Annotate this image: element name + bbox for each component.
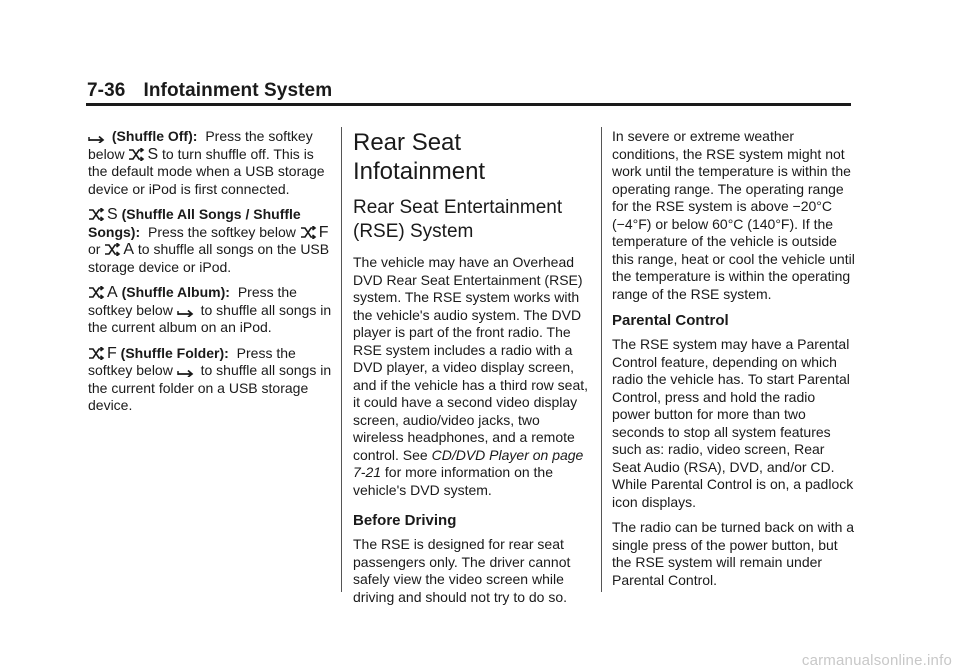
before-driving-paragraph: The RSE is designed for rear seat passengers only. The driver cannot safely view the video screen while driving and should not try to do so. xyxy=(353,536,571,605)
column-divider xyxy=(601,127,602,592)
column-operating-conditions xyxy=(612,128,857,597)
column-shuffle-options xyxy=(88,128,333,423)
subsection-heading: Rear Seat Entertainment (RSE) System xyxy=(353,197,563,242)
section-heading: Rear Seat Infotainment xyxy=(353,129,486,185)
parental-control-heading: Parental Control xyxy=(612,312,729,329)
shuffle-icon-letter: S xyxy=(147,145,159,163)
shuffle-album-paragraph: A (Shuffle Album): Press the softkey below to shuffle all songs in the current album on an iPod. xyxy=(88,284,332,335)
shuffle-icon xyxy=(128,148,145,161)
shuffle-icon xyxy=(104,243,121,256)
shuffle-album-term: (Shuffle Album): xyxy=(121,284,230,300)
cross-reference-link[interactable]: CD/DVD Player on page 7-21 xyxy=(353,446,584,480)
before-driving-heading: Before Driving xyxy=(353,512,457,529)
section-title: Infotainment System xyxy=(143,80,333,101)
straight-arrow-icon xyxy=(177,306,195,317)
shuffle-folder-term: (Shuffle Folder): xyxy=(120,344,229,361)
page-header xyxy=(87,80,332,102)
shuffle-icon xyxy=(88,208,105,221)
page-number: 7-36 xyxy=(87,80,126,101)
straight-arrow-icon xyxy=(177,366,195,377)
shuffle-folder-paragraph: F (Shuffle Folder): Press the softkey below to shuffle all songs in the current folder on a USB storage device. xyxy=(88,344,332,413)
column-rear-seat-infotainment xyxy=(353,128,593,614)
straight-arrow-icon xyxy=(88,132,106,143)
shuffle-all-paragraph: S (Shuffle All Songs / Shuffle Songs): Press the softkey below F or A to shuffle all songs on the USB storage device or iPod. xyxy=(88,206,330,275)
column-divider xyxy=(341,127,342,592)
shuffle-off-paragraph: (Shuffle Off): Press the softkey below S to turn shuffle off. This is the default mode when a USB storage device or iPod is first connected. xyxy=(88,128,325,197)
shuffle-icon xyxy=(300,226,317,239)
power-button-paragraph: The radio can be turned back on with a single press of the power button, but the RSE system will remain under Parental Control. xyxy=(612,519,855,588)
parental-control-paragraph: The RSE system may have a Parental Control feature, depending on which radio the vehicle has. To start Parental Control, press and hold the radio power button for more than two seconds to stop all system features such as: radio, video screen, Rear Seat Audio (RSA), DVD, and/or CD. While Parental Control is on, a padlock icon displays. xyxy=(612,336,854,510)
shuffle-all-term: (Shuffle All Songs / Shuffle Songs): xyxy=(88,206,301,240)
shuffle-icon xyxy=(88,347,105,360)
rse-description-paragraph: The vehicle may have an Overhead DVD Rear Seat Entertainment (RSE) system. The RSE system works with the vehicle's audio system. The DVD player is part of the front radio. The RSE system includes a radio with a DVD player, a video display screen, and if the vehicle has a third row seat, it could have a second video display screen, audio/video jacks, two wireless headphones, and a remote control. See CD/DVD Player on page 7-21 for more information on the vehicle's DVD system. xyxy=(353,254,589,498)
shuffle-off-term: (Shuffle Off): xyxy=(111,128,198,144)
shuffle-icon xyxy=(88,286,105,299)
watermark: carmanualsonline.info xyxy=(801,652,952,669)
header-rule xyxy=(86,103,851,106)
temperature-paragraph: In severe or extreme weather conditions, the RSE system might not work until the temperature is within the operating range. The operating range for the RSE system is above −20°C (−4°F) or below 60°C (140°F). If the temperature of the vehicle is outside this range, heat or cool the vehicle until the temperature is within the operating range of the RSE system. xyxy=(612,128,855,302)
